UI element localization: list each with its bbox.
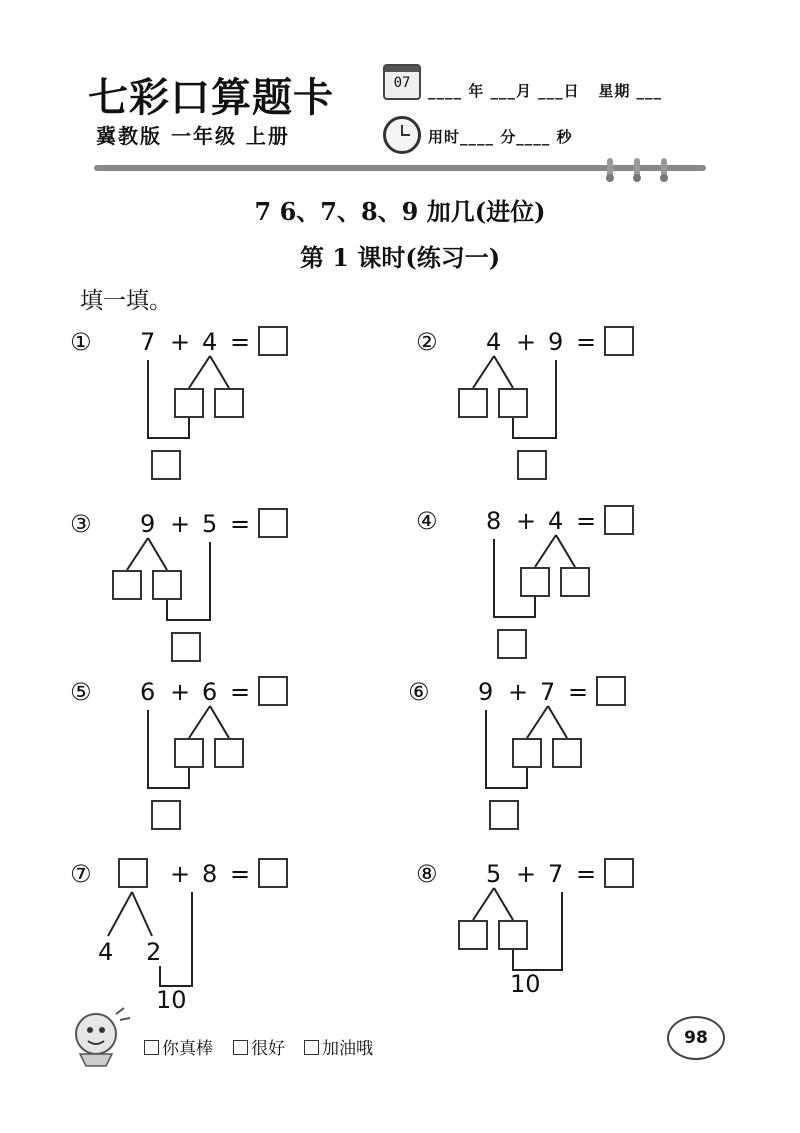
first-addend: 9 bbox=[478, 678, 494, 706]
part-box[interactable] bbox=[174, 388, 204, 418]
brand-title: 七彩口算题卡 bbox=[88, 74, 334, 121]
equals-sign: = bbox=[230, 328, 251, 356]
equals-sign: = bbox=[568, 678, 589, 706]
clock-icon bbox=[383, 116, 421, 154]
checkbox[interactable] bbox=[233, 1040, 248, 1055]
problem-marker: ④ bbox=[416, 507, 438, 535]
part-box[interactable] bbox=[152, 570, 182, 600]
problem-4 bbox=[416, 505, 736, 675]
answer-box[interactable] bbox=[258, 676, 288, 706]
part-box[interactable] bbox=[560, 567, 590, 597]
part-box[interactable] bbox=[498, 920, 528, 950]
second-addend: 7 bbox=[548, 860, 564, 888]
plus-sign: + bbox=[170, 328, 191, 356]
plus-sign: + bbox=[508, 678, 529, 706]
problem-6 bbox=[408, 676, 728, 846]
tree-line bbox=[535, 535, 556, 567]
rating-option-keep-going[interactable]: 加油哦 bbox=[304, 1034, 373, 1059]
part-box[interactable] bbox=[214, 388, 244, 418]
checkbox[interactable] bbox=[144, 1040, 159, 1055]
first-addend: 9 bbox=[140, 510, 156, 538]
equals-sign: = bbox=[576, 328, 597, 356]
answer-box[interactable] bbox=[604, 858, 634, 888]
tree-line bbox=[494, 356, 513, 388]
problem-3 bbox=[70, 508, 390, 678]
part-box[interactable] bbox=[512, 738, 542, 768]
answer-box[interactable] bbox=[258, 508, 288, 538]
part-box[interactable] bbox=[520, 567, 550, 597]
tree-line bbox=[108, 892, 132, 936]
group-result: 10 bbox=[156, 986, 187, 1014]
problem-5 bbox=[70, 676, 390, 846]
second-addend: 7 bbox=[540, 678, 556, 706]
problem-marker: ③ bbox=[70, 510, 92, 538]
problem-marker: ⑦ bbox=[70, 860, 92, 888]
plus-sign: + bbox=[516, 507, 537, 535]
problem-1 bbox=[70, 326, 390, 496]
first-addend: 7 bbox=[140, 328, 156, 356]
second-addend: 4 bbox=[202, 328, 218, 356]
tree-line bbox=[548, 706, 567, 738]
tree-line bbox=[556, 535, 575, 567]
first-addend: 8 bbox=[486, 507, 502, 535]
first-addend: 6 bbox=[140, 678, 156, 706]
tree-line bbox=[189, 706, 210, 738]
sum-box[interactable] bbox=[151, 450, 181, 480]
problem-marker: ⑧ bbox=[416, 860, 438, 888]
edition-label: 冀教版 一年级 上册 bbox=[96, 124, 290, 148]
tree-line bbox=[210, 706, 229, 738]
part-one: 4 bbox=[98, 938, 114, 966]
second-addend: 8 bbox=[202, 860, 218, 888]
sum-box[interactable] bbox=[517, 450, 547, 480]
answer-box[interactable] bbox=[604, 326, 634, 356]
second-addend: 6 bbox=[202, 678, 218, 706]
header-divider bbox=[94, 165, 706, 171]
plus-sign: + bbox=[170, 678, 191, 706]
plus-sign: + bbox=[516, 328, 537, 356]
problem-marker: ⑥ bbox=[408, 678, 430, 706]
equals-sign: = bbox=[576, 860, 597, 888]
pin-icon bbox=[661, 158, 667, 178]
mascot-icon bbox=[66, 1004, 134, 1068]
part-box[interactable] bbox=[498, 388, 528, 418]
plus-sign: + bbox=[516, 860, 537, 888]
part-box[interactable] bbox=[214, 738, 244, 768]
time-fields: 用时____ 分____ 秒 bbox=[428, 128, 573, 146]
tree-line bbox=[210, 356, 229, 388]
answer-box[interactable] bbox=[258, 858, 288, 888]
rating-option-great[interactable]: 你真棒 bbox=[144, 1034, 213, 1059]
addend-box[interactable] bbox=[118, 858, 148, 888]
unit-title: 7 6、7、8、9 加几(进位) bbox=[254, 197, 546, 226]
group-result: 10 bbox=[510, 970, 541, 998]
first-addend: 5 bbox=[486, 860, 502, 888]
tree-line bbox=[527, 706, 548, 738]
lesson-title: 第 1 课时(练习一) bbox=[299, 243, 501, 272]
equals-sign: = bbox=[576, 507, 597, 535]
problem-marker: ⑤ bbox=[70, 678, 92, 706]
answer-box[interactable] bbox=[258, 326, 288, 356]
second-addend: 9 bbox=[548, 328, 564, 356]
calendar-number: 07 bbox=[393, 75, 411, 91]
plus-sign: + bbox=[170, 860, 191, 888]
calendar-icon bbox=[383, 64, 421, 100]
problem-marker: ② bbox=[416, 328, 438, 356]
pin-icon bbox=[607, 158, 613, 178]
tree-line bbox=[132, 892, 152, 936]
part-box[interactable] bbox=[552, 738, 582, 768]
second-addend: 5 bbox=[202, 510, 218, 538]
part-box[interactable] bbox=[112, 570, 142, 600]
tree-line bbox=[473, 356, 494, 388]
page-number: 98 bbox=[667, 1016, 725, 1060]
tree-line bbox=[494, 888, 513, 920]
second-addend: 4 bbox=[548, 507, 564, 535]
pin-icon bbox=[634, 158, 640, 178]
first-addend: 4 bbox=[486, 328, 502, 356]
part-box[interactable] bbox=[458, 920, 488, 950]
sum-box[interactable] bbox=[497, 629, 527, 659]
date-fields: ____ 年 ___月 ___日 星期 ___ bbox=[428, 82, 663, 100]
equals-sign: = bbox=[230, 510, 251, 538]
problem-8 bbox=[416, 858, 736, 1028]
part-box[interactable] bbox=[458, 388, 488, 418]
rating-option-good[interactable]: 很好 bbox=[233, 1034, 285, 1059]
answer-box[interactable] bbox=[596, 676, 626, 706]
part-two: 2 bbox=[146, 938, 162, 966]
problem-marker: ① bbox=[70, 328, 92, 356]
problem-7 bbox=[70, 858, 390, 1028]
tree-line bbox=[148, 538, 167, 570]
sum-box[interactable] bbox=[489, 800, 519, 830]
instruction: 填一填。 bbox=[80, 288, 172, 314]
bracket-line bbox=[160, 892, 192, 986]
equals-sign: = bbox=[230, 860, 251, 888]
tree-line bbox=[189, 356, 210, 388]
tree-line bbox=[127, 538, 148, 570]
checkbox[interactable] bbox=[304, 1040, 319, 1055]
plus-sign: + bbox=[170, 510, 191, 538]
part-box[interactable] bbox=[174, 738, 204, 768]
sum-box[interactable] bbox=[171, 632, 201, 662]
equals-sign: = bbox=[230, 678, 251, 706]
tree-line bbox=[473, 888, 494, 920]
problem-2 bbox=[416, 326, 736, 496]
sum-box[interactable] bbox=[151, 800, 181, 830]
answer-box[interactable] bbox=[604, 505, 634, 535]
